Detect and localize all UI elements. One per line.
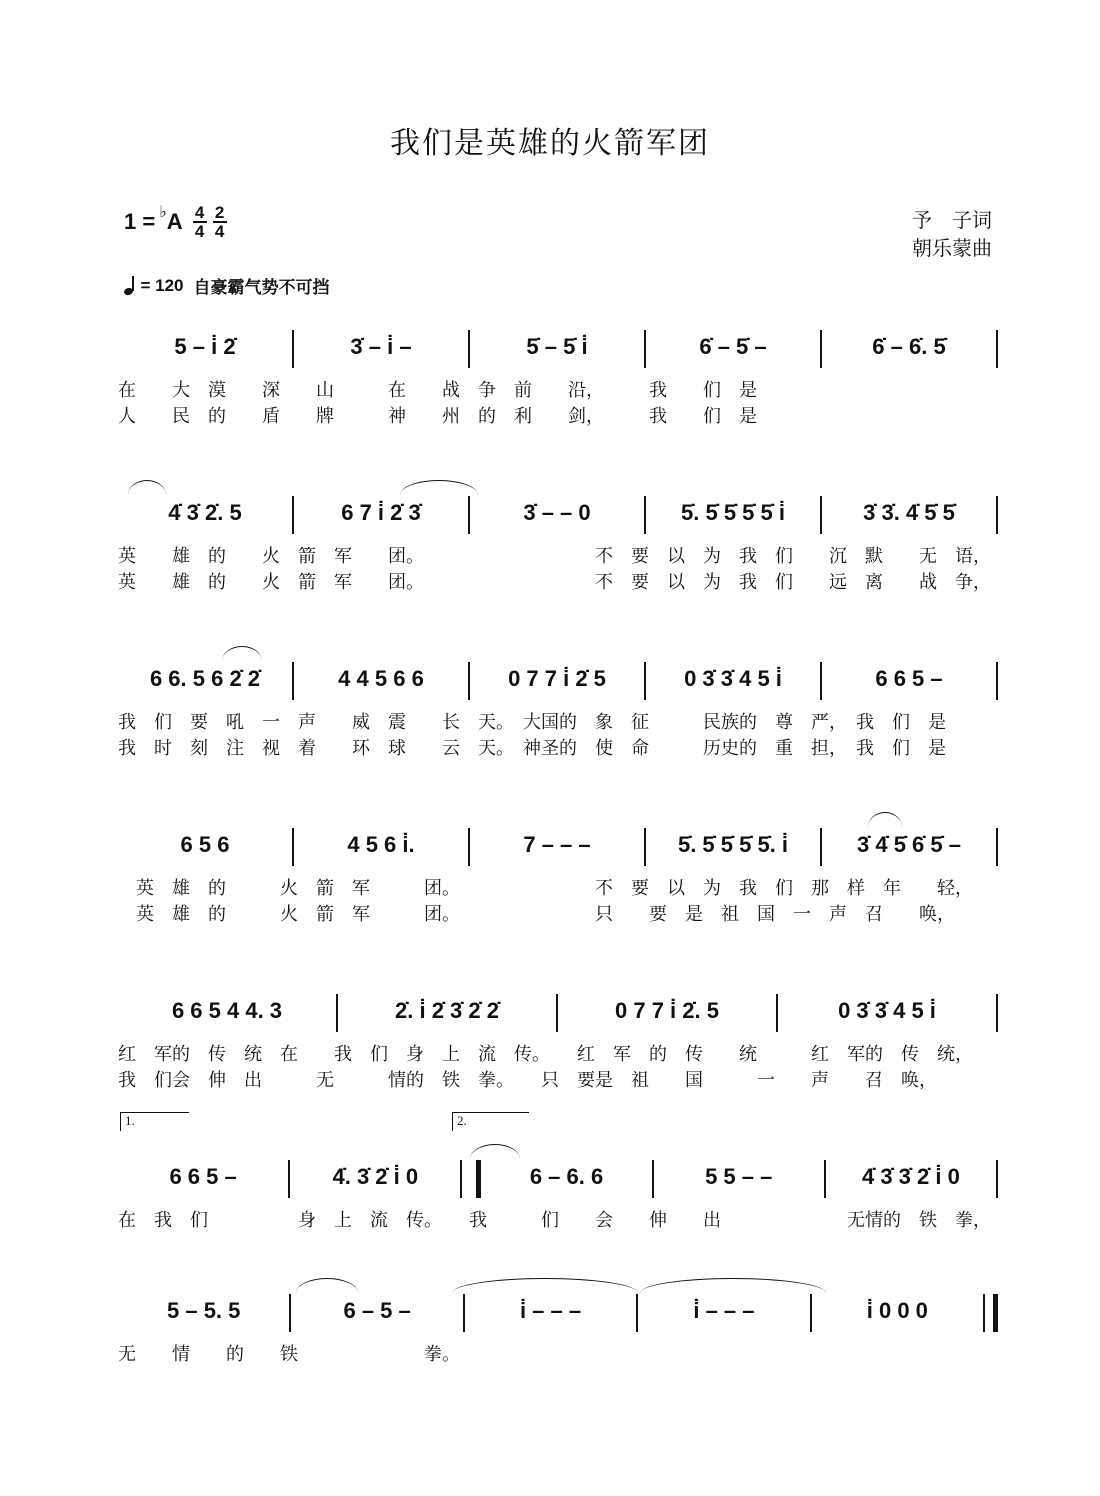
time-den: 4 (214, 222, 225, 241)
expression-text: 自豪霸气势不可挡 (193, 278, 330, 298)
measure: 0 7 7 i̇ 2̇ 5 (508, 666, 606, 691)
key-prefix: 1 = (124, 209, 156, 234)
lyric-line: 英 雄 的 火 箭 军 团。 不 要 以 为 我 们 远 离 战 争， (118, 572, 991, 593)
flat-symbol: ♭ (159, 204, 167, 221)
time-signature-2 (213, 204, 227, 240)
measure: 3̇ – i̇ – (350, 334, 412, 359)
measure: 4̇ 3̇ 3̇ 2̇ i̇ 0 (861, 1164, 960, 1189)
lyric-line: 英 雄 的 火 箭 军 团。 不 要 以 为 我 们 沉 默 无 语， (118, 546, 991, 567)
lyric-line: 我 们 要 吼 一 声 威 震 长 天。 大国的 象 征 民族的 尊 严， 我 们 是 (118, 712, 946, 733)
lyric-line: 我 时 刻 注 视 着 环 球 云 天。 神圣的 使 命 历史的 重 担， 我 们 是 (118, 738, 946, 759)
score-row (118, 312, 998, 427)
time-signature-1 (193, 204, 207, 240)
measure: 0 7 7 i̇ 2̇. 5 (615, 998, 719, 1023)
volta-first-ending: 1. (120, 1112, 189, 1131)
tempo-marking (124, 273, 330, 298)
barline (460, 1160, 481, 1198)
measure: 6 7 i̇ 2̇ 3̇ (341, 500, 421, 525)
barline (996, 994, 998, 1032)
lyric-line: 我 们会 伸 出 无 情的 铁 拳。 只 要是 祖 国 一 声 召 唤， (118, 1070, 937, 1091)
time-num: 2 (214, 203, 225, 222)
lyric-line: 在 大 漠 深 山 在 战 争 前 沿， 我 们 是 (118, 380, 757, 401)
barline (996, 662, 998, 700)
lyric-line: 红 军的 传 统 在 我 们 身 上 流 传。 红 军 的 传 统 红 军的 传 统， (118, 1044, 973, 1065)
measure: 4 4 5 6 6 (338, 666, 424, 691)
measures (118, 1142, 998, 1198)
key-signature (124, 204, 227, 240)
measure: 7 – – – (523, 832, 591, 857)
lyric-line: 在 我 们 身 上 流 传。 我 们 会 伸 出 无情的 铁 拳， (118, 1210, 991, 1231)
measure: 5 5 – – (705, 1164, 773, 1189)
measure: 0 3̇ 3̇ 4 5 i̇ (838, 998, 936, 1023)
measure: 3̇ – – 0 (523, 500, 591, 525)
measure: 6 – 5 – (343, 1298, 411, 1323)
score-row (118, 976, 998, 1091)
lyric-line: 人 民 的 盾 牌 神 州 的 利 剑， 我 们 是 (118, 406, 757, 427)
measures (118, 976, 998, 1032)
lyricist: 予 子词 (912, 208, 992, 232)
time-num: 4 (194, 203, 205, 222)
score-row (118, 478, 998, 593)
barline (983, 1294, 998, 1332)
measure: 5̇ – 5̇ i̇ (526, 334, 588, 359)
barline (996, 1160, 998, 1198)
measure: i̇ – – – (693, 1298, 755, 1323)
measure: 6 6. 5 6 2̇ 2̇ (149, 666, 261, 691)
measures (118, 478, 998, 534)
measure: 6 5 6 (180, 832, 230, 857)
measure: 3̇ 3̇. 4̇ 5̇ 5̇ (863, 500, 955, 525)
barline (996, 496, 998, 534)
key-note: A (166, 209, 183, 234)
measure: 2̇. i̇ 2̇ 3̇ 2̇ 2̇ (395, 998, 499, 1023)
measure: 5̇. 5̇ 5̇ 5̇ 5̇ i̇ (681, 500, 785, 525)
composer: 朝乐蒙曲 (912, 236, 992, 260)
lyric-line: 英 雄 的 火 箭 军 团。 只 要 是 祖 国 一 声 召 唤， (118, 904, 955, 925)
credits (912, 206, 992, 262)
measure: i̇ – – – (519, 1298, 582, 1323)
barline (996, 330, 998, 368)
volta-second-ending: 2. (452, 1112, 529, 1131)
measure: 6 6 5 4 4. 3 (171, 998, 283, 1023)
measure: 5 – i̇ 2̇ (174, 334, 236, 359)
measures (118, 312, 998, 368)
song-title: 我们是英雄的火箭军团 (390, 127, 710, 160)
barline (996, 828, 998, 866)
lyric-line: 英 雄 的 火 箭 军 团。 不 要 以 为 我 们 那 样 年 轻， (118, 878, 973, 899)
measure: 4̇. 3̇ 2̇ i̇ 0 (332, 1164, 419, 1189)
measure: 6̇ – 6̇. 5̇ (872, 334, 946, 359)
measure: 3̇ 4̇ 5̇ 6̇ 5̇ – (857, 832, 961, 857)
measure: 5 – 5. 5 (167, 1298, 241, 1323)
tempo-value: = 120 (140, 275, 184, 295)
lyric-line: 无 情 的 铁 拳。 (118, 1344, 460, 1365)
time-den: 4 (194, 222, 205, 241)
measure: 6 – 6. 6 (529, 1164, 604, 1189)
score-row (118, 810, 998, 925)
measure: 5̇. 5̇ 5̇ 5̇ 5̇. i̇ (677, 832, 789, 857)
measure: 4 5 6 i̇. (347, 832, 415, 857)
measure: 6̇ – 5̇ – (699, 334, 767, 359)
measure: 6 6 5 – (875, 666, 943, 691)
measure: 6 6 5 – (169, 1164, 237, 1189)
measure: 0 3̇ 3̇ 4 5 i̇ (684, 666, 782, 691)
measure: i̇ 0 0 0 (866, 1298, 928, 1323)
measures (118, 810, 998, 866)
score-row (118, 1113, 998, 1231)
measure: 4̇ 3̇ 2̇. 5 (168, 500, 242, 525)
